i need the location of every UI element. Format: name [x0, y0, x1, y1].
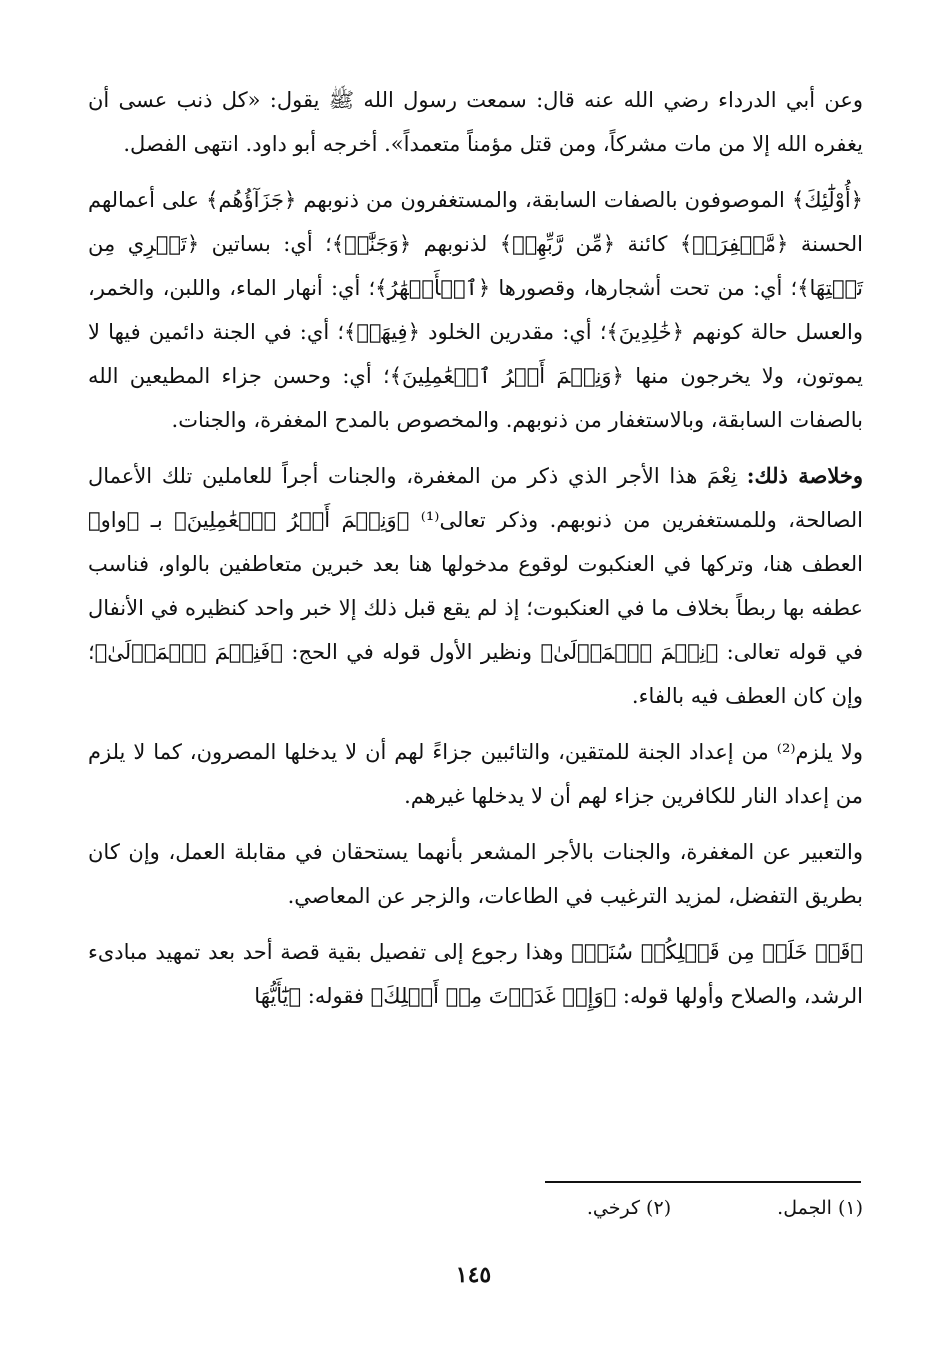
body-text	[88, 78, 863, 1030]
paragraph-expression: والتعبير عن المغفرة، والجنات بالأجر المشعر بأنهما يستحقان في مقابلة العمل، وإن كان بطريق التفضل، لمزيد الترغيب في الطاعات، والزجر عن المعاصي.	[88, 840, 863, 908]
footnote-divider	[545, 1181, 861, 1183]
footnote-1: (١) الجمل.	[777, 1197, 863, 1219]
paragraph-summary	[88, 454, 863, 718]
paragraph-tafsir: ﴿أُوْلَٰٓئِكَ﴾ الموصوفون بالصفات السابقة، والمستغفرون من ذنوبهم ﴿جَزَآؤُهُم﴾ على أعمالهم الحسنة ﴿مَّغۡفِرَةٞ﴾ كائنة ﴿مِّن رَّبِّهِمۡ﴾ لذنوبهم ﴿وَجَنَّٰتٞ﴾؛ أي: بساتين ﴿تَجۡرِي مِن تَحۡتِهَا﴾؛ أي: من تحت أشجارها، وقصورها ﴿ٱلۡأَنۡهَٰرُ﴾؛ أي: أنهار الماء، واللبن، والخمر، والعسل حالة كونهم ﴿خَٰلِدِينَ﴾؛ أي: مقدرين الخلود ﴿فِيهَاۚ﴾؛ أي: في الجنة دائمين فيها لا يموتون، ولا يخرجون منها ﴿وَنِعۡمَ أَجۡرُ ٱلۡعَٰمِلِينَ﴾؛ أي: وحسن جزاء المطيعين الله بالصفات السابقة، وبالاستغفار من ذنوبهم. والمخصوص بالمدح المغفرة، والجنات.	[88, 188, 863, 432]
paragraph-sunan: ﴿قَدۡ خَلَتۡ مِن قَبۡلِكُمۡ سُنَنٞ﴾ وهذا رجوع إلى تفصيل بقية قصة أحد بعد تمهيد مبادىء الرشد، والصلاح وأولها قوله: ﴿وَإِذۡ غَدَوۡتَ مِنۡ أَهۡلِكَ﴾ فقوله: ﴿يَٰٓأَيُّهَا	[88, 940, 863, 1008]
summary-text: نِعْمَ هذا الأجر الذي ذكر من المغفرة، والجنات أجراً للعاملين تلك الأعمال الصالحة، وللمستغفرين من ذنوبهم. وذكر تعالى⁽¹⁾ ﴿وَنِعۡمَ أَجۡرُ ٱلۡعَٰمِلِينَ﴾ بـ ﴿واو﴾ العطف هنا، وتركها في العنكبوت لوقوع مدخولها هنا بعد خبرين متعاطفين بالواو، فناسب عطفه بها ربطاً بخلاف ما في العنكبوت؛ إذ لم يقع قبل ذلك إلا خبر واحد كنظيره في الأنفال في قوله تعالى: ﴿نِعۡمَ ٱلۡمَوۡلَىٰ﴾ ونظير الأول قوله في الحج: ﴿فَنِعۡمَ ٱلۡمَوۡلَىٰ﴾؛ وإن كان العطف فيه بالفاء.	[88, 464, 863, 708]
page-number: ١٤٥	[455, 1262, 492, 1288]
footnotes	[88, 1194, 863, 1222]
footnote-2: (٢) كرخي.	[586, 1197, 672, 1219]
summary-label: وخلاصة ذلك:	[746, 463, 863, 488]
paragraph-not-required: ولا يلزم⁽²⁾ من إعداد الجنة للمتقين، والتائبين جزاءً لهم أن لا يدخلها المصرون، كما لا يلزم من إعداد النار للكافرين جزاء لهم أن لا يدخلها غيرهم.	[88, 740, 863, 808]
paragraph-hadith: وعن أبي الدرداء رضي الله عنه قال: سمعت رسول الله ﷺ يقول: «كل ذنب عسى أن يغفره الله إلا من مات مشركاً، ومن قتل مؤمناً متعمداً». أخرجه أبو داود. انتهى الفصل.	[88, 88, 863, 156]
